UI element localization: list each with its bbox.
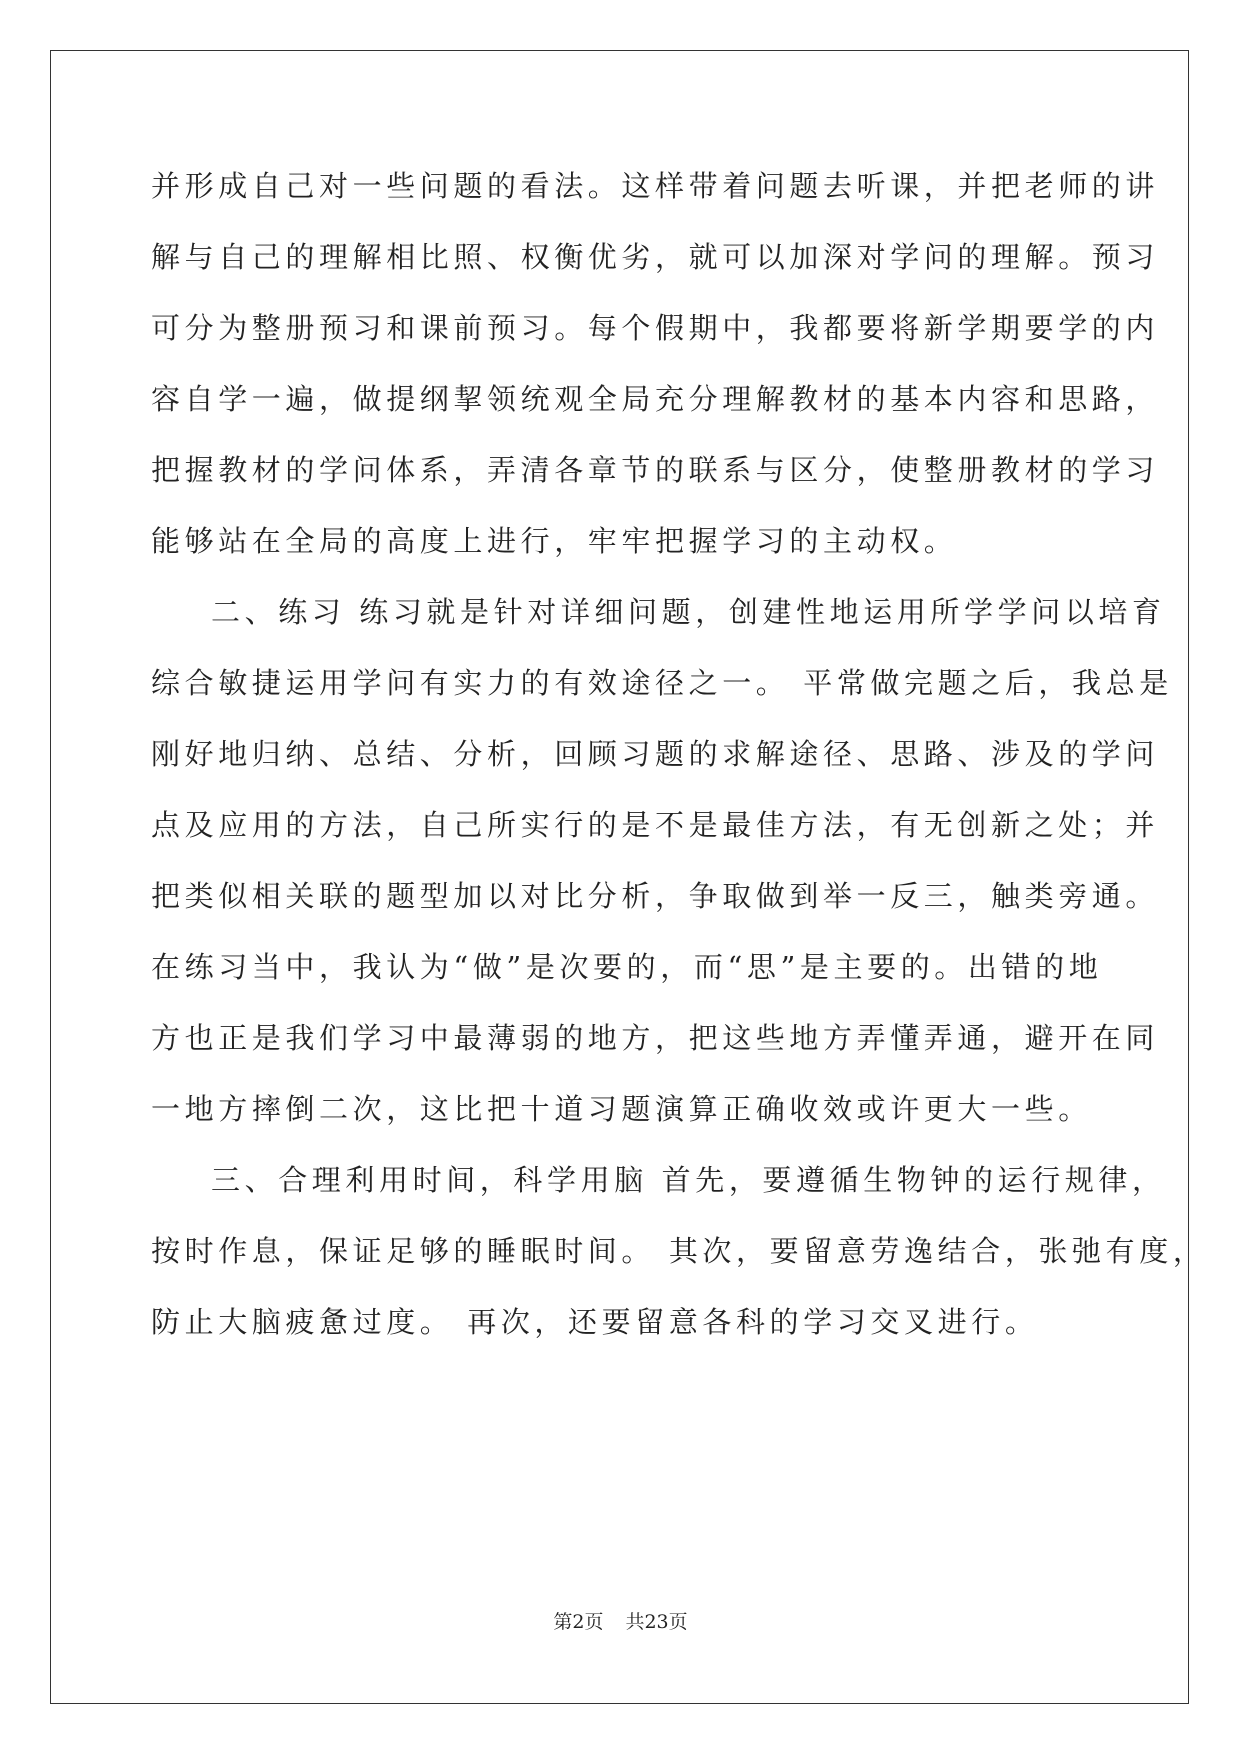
text-line: 把握教材的学问体系，弄清各章节的联系与区分，使整册教材的学习 [151,453,1160,487]
text-line: 点及应用的方法，自己所实行的是不是最佳方法，有无创新之处；并 [151,808,1160,842]
text-line: 把类似相关联的题型加以对比分析，争取做到举一反三，触类旁通。 [151,879,1160,913]
text-line: 按时作息，保证足够的睡眠时间。 其次，要留意劳逸结合，张弛有度， [151,1234,1207,1268]
document-body [151,166,1207,1373]
text-line: 一地方摔倒二次，这比把十道习题演算正确收效或许更大一些。 [151,1092,1092,1126]
text-line: 并形成自己对一些问题的看法。这样带着问题去听课，并把老师的讲 [151,169,1160,203]
text-line: 解与自己的理解相比照、权衡优劣，就可以加深对学问的理解。预习 [151,240,1160,274]
page-number: 第2页 [553,1611,604,1633]
text-line: 三、合理利用时间，科学用脑 首先，要遵循生物钟的运行规律， [211,1163,1166,1197]
text-line: 容自学一遍，做提纲挈领统观全局充分理解教材的基本内容和思路， [151,382,1160,416]
text-line: 能够站在全局的高度上进行，牢牢把握学习的主动权。 [151,524,958,558]
text-line: 二、练习 练习就是针对详细问题，创建性地运用所学学问以培育 [211,595,1166,629]
text-line: 在练习当中，我认为“做”是次要的，而“思”是主要的。出错的地 [151,950,1103,984]
text-line: 防止大脑疲惫过度。 再次，还要留意各科的学习交叉进行。 [151,1305,1039,1339]
page-footer [0,1610,1241,1634]
text-line: 综合敏捷运用学问有实力的有效途径之一。 平常做完题之后，我总是 [151,666,1173,700]
text-line: 方也正是我们学习中最薄弱的地方，把这些地方弄懂弄通，避开在同 [151,1021,1160,1055]
page-total: 共23页 [625,1611,688,1633]
text-line: 可分为整册预习和课前预习。每个假期中，我都要将新学期要学的内 [151,311,1160,345]
text-line: 刚好地归纳、总结、分析，回顾习题的求解途径、思路、涉及的学问 [151,737,1160,771]
